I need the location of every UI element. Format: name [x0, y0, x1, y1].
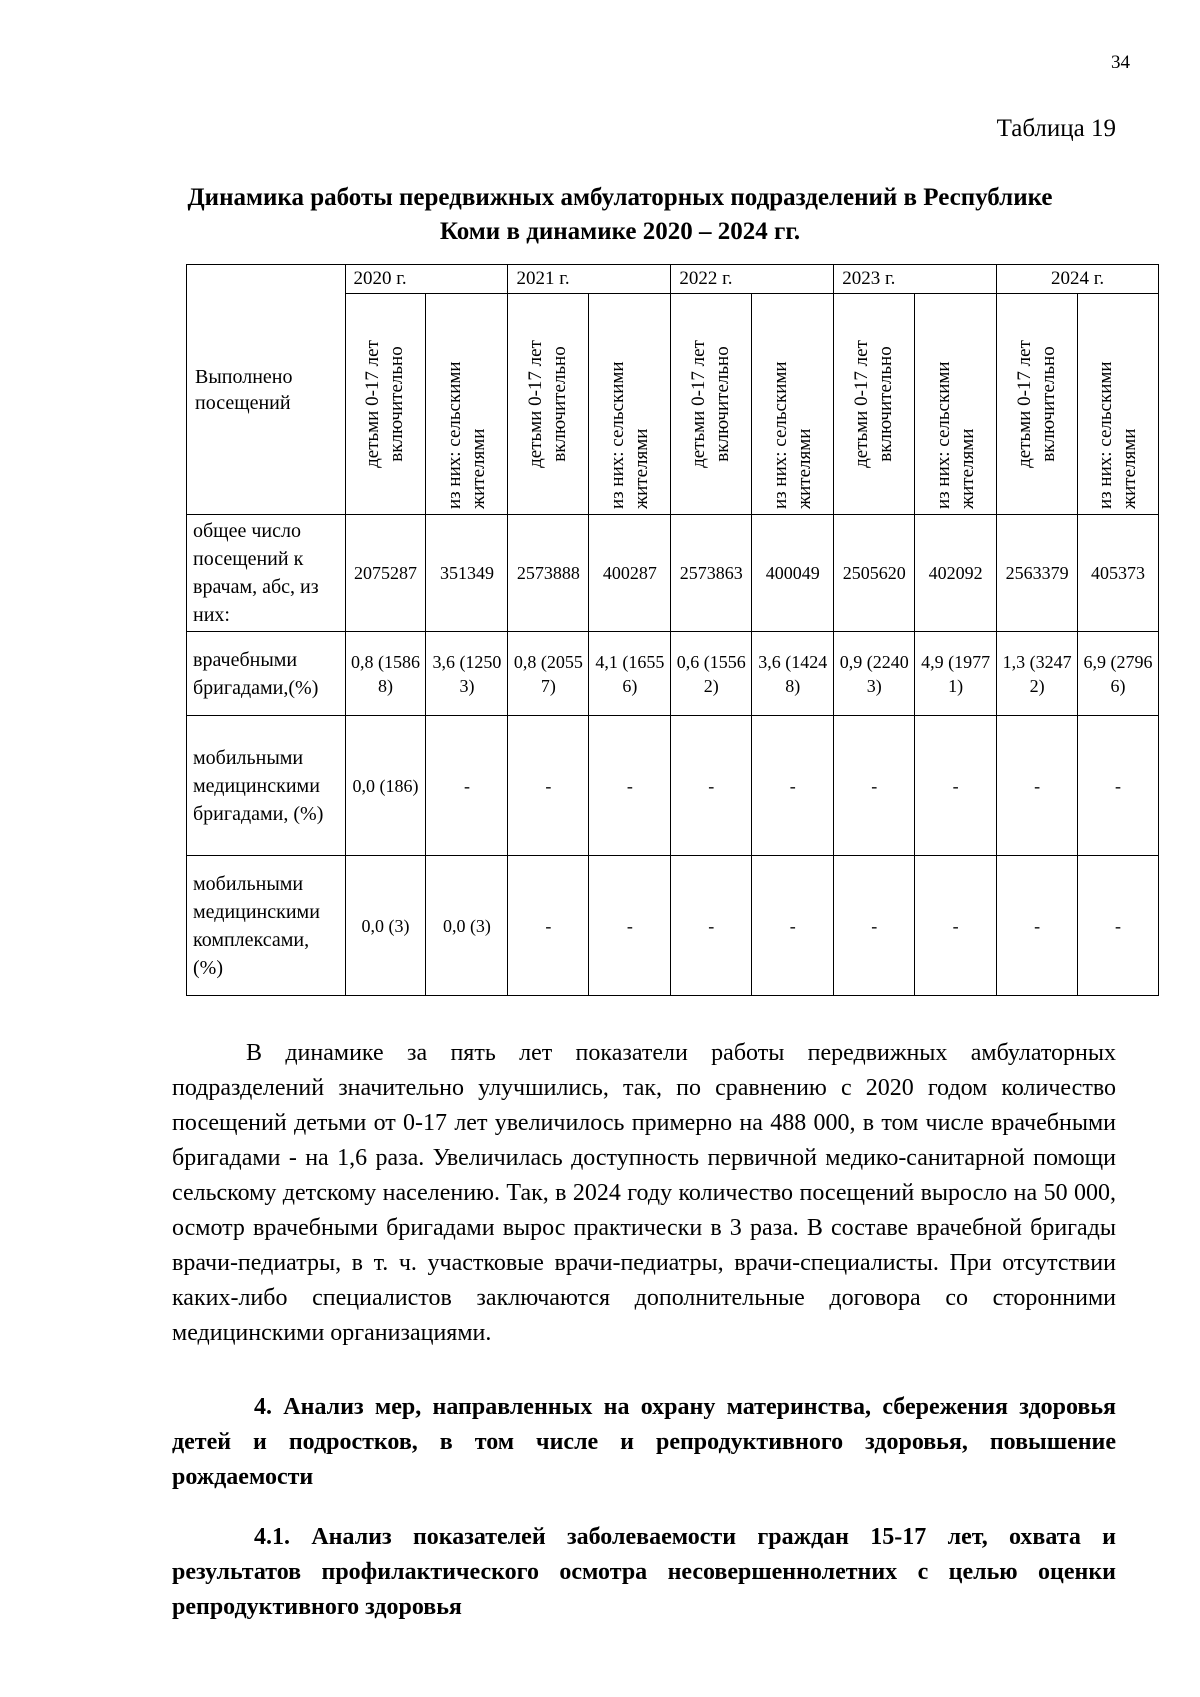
subheader-rural: из них: сельскими жителями: [769, 361, 815, 509]
table-cell: 6,9 (27966): [1078, 632, 1159, 716]
table-cell: 2563379: [997, 515, 1078, 632]
subheader-cell: [1078, 294, 1159, 515]
subsection-heading: 4.1. Анализ показателей заболеваемости граждан 15-17 лет, охвата и результатов профилактического осмотра несовершеннолетних с целью оценки репродуктивного здоровья: [172, 1524, 1116, 1620]
subheader-cell: [915, 294, 997, 515]
table-cell: 400049: [752, 515, 834, 632]
table-cell: -: [426, 716, 508, 856]
table-cell: 4,1 (16556): [589, 632, 671, 716]
table-row: [187, 632, 1159, 716]
corner-label: Выполнено посещений: [187, 265, 346, 515]
subheader-cell: [834, 294, 915, 515]
table-label: Таблица 19: [996, 115, 1116, 142]
subheader-rural: из них: сельскими жителями: [606, 361, 652, 509]
table-cell: -: [915, 856, 997, 996]
table-cell: 2075287: [345, 515, 426, 632]
year-header: 2024 г.: [997, 265, 1159, 294]
table-cell: -: [589, 716, 671, 856]
table-cell: 0,0 (3): [345, 856, 426, 996]
subheader-cell: [671, 294, 752, 515]
table-cell: -: [997, 856, 1078, 996]
table-cell: 0,8 (20557): [508, 632, 589, 716]
row-label: мобильными медицинскими комплексами, (%): [187, 856, 346, 996]
subheader-children: детьми 0-17 лет включительно: [362, 340, 408, 468]
table-row: [187, 716, 1159, 856]
table-title: Динамика работы передвижных амбулаторных подразделений в Республике Коми в динамике 2020 – 2024 гг.: [187, 184, 1053, 245]
table-cell: 4,9 (19771): [915, 632, 997, 716]
subheader-cell: [997, 294, 1078, 515]
table-cell: -: [752, 856, 834, 996]
table-row: [187, 856, 1159, 996]
table-cell: 400287: [589, 515, 671, 632]
subheader-rural: из них: сельскими жителями: [1095, 361, 1141, 509]
table-cell: 351349: [426, 515, 508, 632]
year-header-row: [187, 265, 1159, 294]
section-heading: 4. Анализ мер, направленных на охрану материнства, сбережения здоровья детей и подростков, в том числе и репродуктивного здоровья, повышение рождаемости: [172, 1394, 1116, 1490]
row-label: мобильными медицинскими бригадами, (%): [187, 716, 346, 856]
subheader-children: детьми 0-17 лет включительно: [1014, 340, 1060, 468]
year-header: 2020 г.: [345, 265, 508, 294]
table-cell: 3,6 (12503): [426, 632, 508, 716]
subheader-cell: [589, 294, 671, 515]
subheader-cell: [508, 294, 589, 515]
table-cell: -: [671, 856, 752, 996]
table-cell: 0,8 (15868): [345, 632, 426, 716]
table-cell: -: [834, 716, 915, 856]
page-number: 34: [1111, 52, 1130, 73]
subheader-children: детьми 0-17 лет включительно: [851, 340, 897, 468]
subheader-children: детьми 0-17 лет включительно: [688, 340, 734, 468]
table-cell: 0,0 (186): [345, 716, 426, 856]
table-cell: 405373: [1078, 515, 1159, 632]
table-cell: -: [1078, 856, 1159, 996]
table-cell: 2573888: [508, 515, 589, 632]
table-cell: -: [508, 856, 589, 996]
table-row: [187, 515, 1159, 632]
table-cell: 2573863: [671, 515, 752, 632]
data-table: [186, 264, 1159, 996]
subheader-rural: из них: сельскими жителями: [443, 361, 489, 509]
table-cell: -: [671, 716, 752, 856]
table-cell: 0,6 (15562): [671, 632, 752, 716]
subheader-cell: [752, 294, 834, 515]
body-paragraph: В динамике за пять лет показатели работы передвижных амбулаторных подразделений значительно улучшились, так, по сравнению с 2020 годом количество посещений детьми от 0-17 лет увеличилось примерно на 488 000, в том числе врачебными бригадами - на 1,6 раза. Увеличилась доступность первичной медико-санитарной помощи сельскому детскому населению. Так, в 2024 году количество посещений выросло на 50 000, осмотр врачебными бригадами вырос практически в 3 раза. В составе врачебной бригады врачи-педиатры, в т. ч. участковые врачи-педиатры, врачи-специалисты. При отсутствии каких-либо специалистов заключаются дополнительные договора со сторонними медицинскими организациями.: [172, 1040, 1116, 1346]
year-header: 2023 г.: [834, 265, 997, 294]
subheader-children: детьми 0-17 лет включительно: [525, 340, 571, 468]
table-cell: -: [834, 856, 915, 996]
table-cell: -: [508, 716, 589, 856]
row-label: общее число посещений к врачам, абс, из них:: [187, 515, 346, 632]
table-cell: 0,9 (22403): [834, 632, 915, 716]
year-header: 2021 г.: [508, 265, 671, 294]
table-cell: -: [997, 716, 1078, 856]
subheader-cell: [426, 294, 508, 515]
table-cell: -: [1078, 716, 1159, 856]
table-cell: 2505620: [834, 515, 915, 632]
subheader-rural: из них: сельскими жителями: [932, 361, 978, 509]
year-header: 2022 г.: [671, 265, 834, 294]
table-cell: -: [589, 856, 671, 996]
table-cell: -: [915, 716, 997, 856]
table-cell: -: [752, 716, 834, 856]
table-cell: 1,3 (32472): [997, 632, 1078, 716]
row-label: врачебными бригадами,(%): [187, 632, 346, 716]
subheader-cell: [345, 294, 426, 515]
table-cell: 402092: [915, 515, 997, 632]
table-cell: 0,0 (3): [426, 856, 508, 996]
table-cell: 3,6 (14248): [752, 632, 834, 716]
